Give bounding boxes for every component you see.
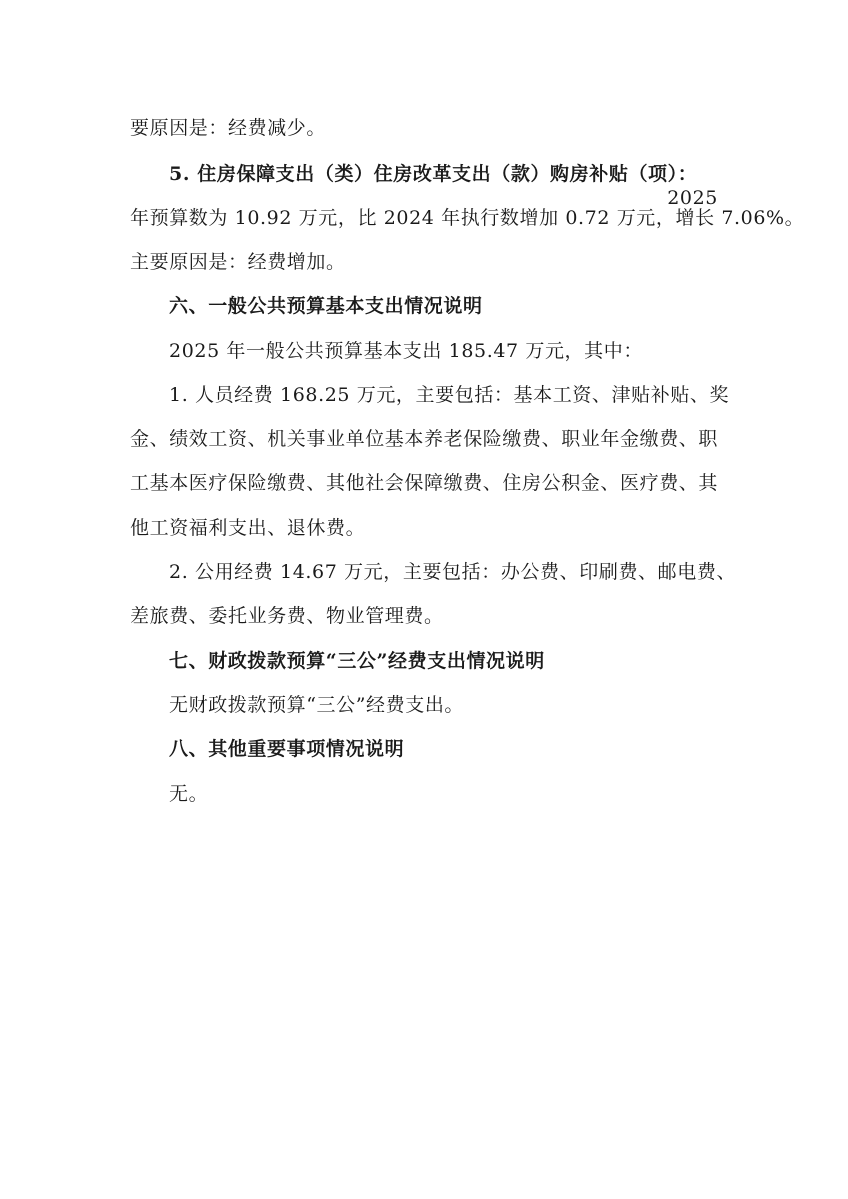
item-5-heading: 5. 住房保障支出（类）住房改革支出（款）购房补贴（项）：	[169, 163, 698, 185]
section-8-title: 八、其他重要事项情况说明	[169, 738, 405, 760]
section-6-title: 六、一般公共预算基本支出情况说明	[169, 295, 483, 317]
section-7-body: 无财政拨款预算“三公”经费支出。	[169, 694, 465, 716]
personnel-cost-line-3: 工基本医疗保险缴费、其他社会保障缴费、住房公积金、医疗费、其	[130, 472, 719, 494]
section-8-body: 无。	[169, 783, 209, 805]
paragraph-continuation: 要原因是：经费减少。	[130, 117, 327, 139]
item-5-line	[169, 162, 718, 210]
personnel-cost-line-4: 他工资福利支出、退休费。	[130, 517, 366, 539]
personnel-cost-line-1: 1. 人员经费 168.25 万元，主要包括：基本工资、津贴补贴、奖	[169, 384, 730, 406]
public-cost-line-2: 差旅费、委托业务费、物业管理费。	[130, 605, 444, 627]
section-6-intro: 2025 年一般公共预算基本支出 185.47 万元，其中：	[169, 340, 643, 362]
public-cost-line-1: 2. 公用经费 14.67 万元，主要包括：办公费、印刷费、邮电费、	[169, 561, 737, 583]
personnel-cost-line-2: 金、绩效工资、机关事业单位基本养老保险缴费、职业年金缴费、职	[130, 428, 719, 450]
section-7-title: 七、财政拨款预算“三公”经费支出情况说明	[169, 650, 545, 672]
item-5-reason: 主要原因是：经费增加。	[130, 251, 346, 273]
item-5-year: 2025	[667, 187, 718, 209]
item-5-body: 年预算数为 10.92 万元，比 2024 年执行数增加 0.72 万元，增长 7.06%。	[130, 207, 805, 229]
